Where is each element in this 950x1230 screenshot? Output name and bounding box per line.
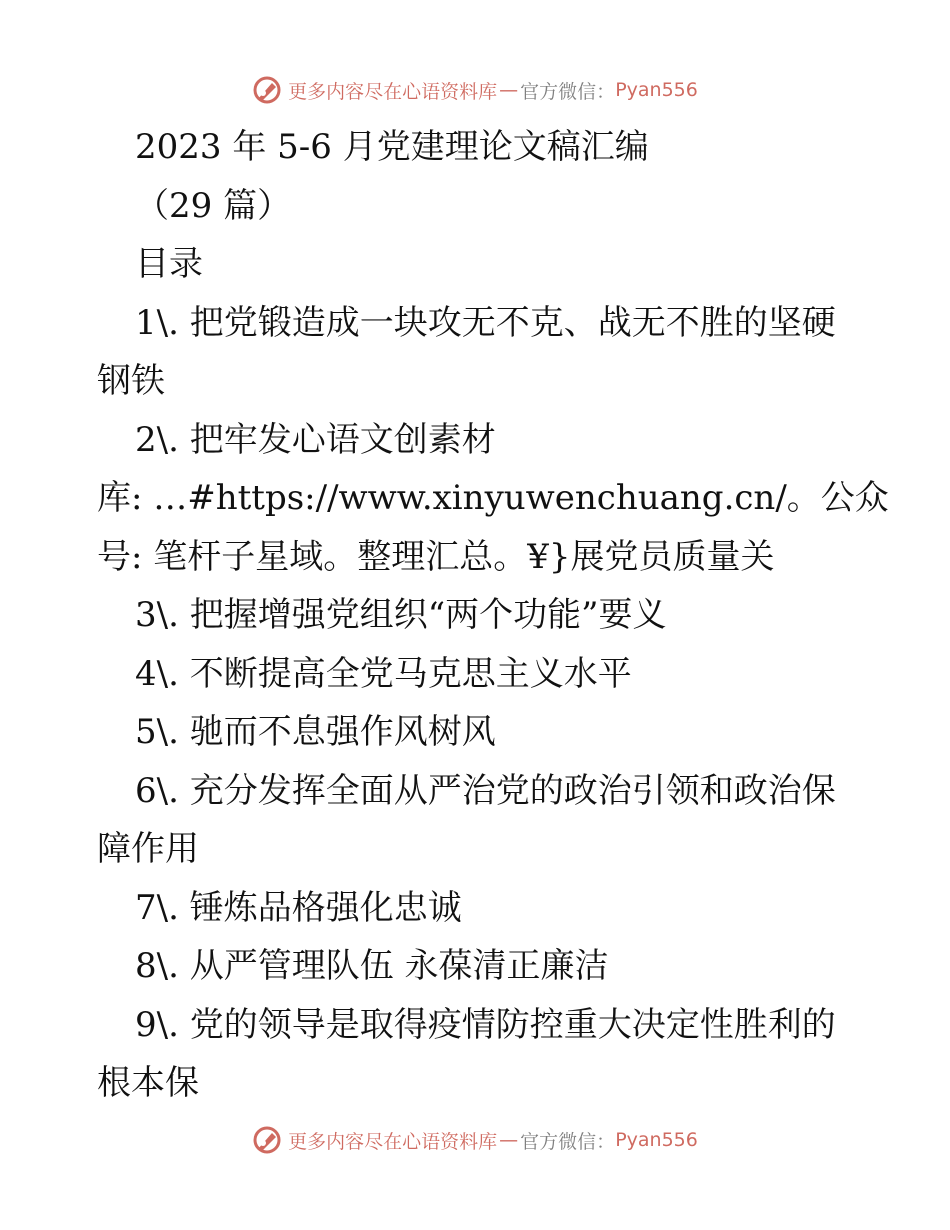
watermark-text: 更多内容尽在心语资料库	[288, 1130, 498, 1153]
watermark-dash: —	[499, 1129, 519, 1151]
toc-item-1: 1\. 把党锻造成一块攻无不克、战无不胜的坚硬	[135, 302, 836, 343]
pen-logo-icon	[252, 75, 282, 105]
toc-item-6: 6\. 充分发挥全面从严治党的政治引领和政治保	[135, 770, 836, 811]
toc-item-2-continued: 库: …#https://www.xinyuwenchuang.cn/。公众	[97, 478, 889, 518]
article-count: （29 篇）	[135, 185, 292, 226]
watermark-wechat-id: Pyan556	[615, 79, 698, 101]
toc-item-7: 7\. 锤炼品格强化忠诚	[135, 887, 462, 928]
watermark-text: 更多内容尽在心语资料库	[288, 80, 498, 103]
document-title: 2023 年 5-6 月党建理论文稿汇编	[135, 127, 649, 167]
watermark-official-label: 官方微信：	[520, 80, 616, 103]
toc-item-5: 5\. 驰而不息强作风树风	[135, 712, 496, 752]
watermark-official-label: 官方微信：	[520, 1130, 616, 1153]
toc-item-3: 3\. 把握增强党组织“两个功能”要义	[135, 595, 667, 635]
watermark-footer	[0, 1120, 950, 1160]
toc-item-1-continued: 钢铁	[97, 361, 165, 401]
toc-item-9-continued: 根本保	[97, 1063, 199, 1103]
document-body	[97, 118, 889, 1113]
watermark-wechat-id: Pyan556	[615, 1129, 698, 1151]
toc-item-9: 9\. 党的领导是取得疫情防控重大决定性胜利的	[135, 1004, 836, 1045]
toc-item-2: 2\. 把牢发心语文创素材	[135, 419, 496, 460]
watermark-dash: —	[499, 79, 519, 101]
toc-heading: 目录	[135, 244, 203, 284]
toc-item-4: 4\. 不断提高全党马克思主义水平	[135, 653, 632, 694]
toc-item-2-continued-2: 号: 笔杆子星域。整理汇总。¥}展党员质量关	[97, 536, 775, 577]
pen-logo-icon	[252, 1125, 282, 1155]
toc-item-6-continued: 障作用	[97, 829, 199, 869]
watermark-header	[0, 70, 950, 110]
toc-item-8: 8\. 从严管理队伍 永葆清正廉洁	[135, 946, 609, 986]
